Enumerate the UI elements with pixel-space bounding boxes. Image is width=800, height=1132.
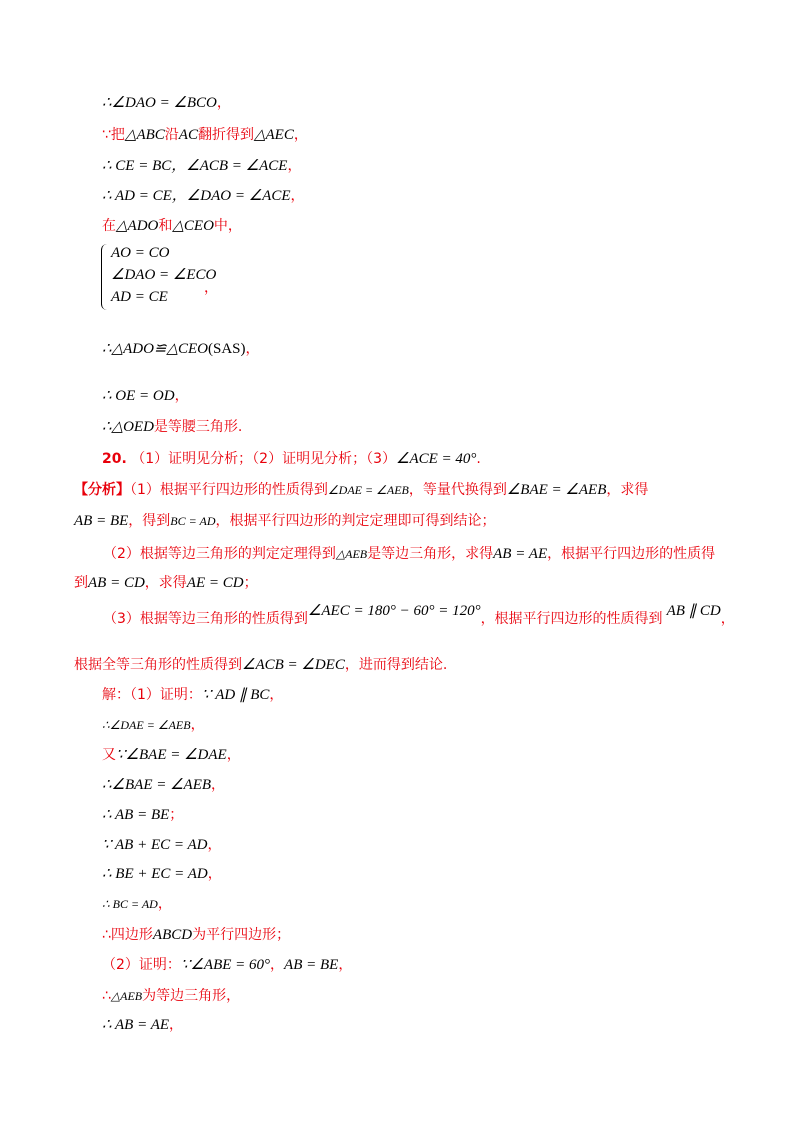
text: 解：（1）证明： [102,687,202,703]
solution-line-1 [102,685,283,705]
text: ，等量代换得到 [408,482,507,498]
text: 又 [102,747,116,763]
equation-system-brace [101,244,108,310]
line-6 [102,339,260,359]
analysis-line-4 [74,573,258,593]
text: 翻折得到 [197,127,254,143]
text: . [476,451,481,467]
solution-line-10 [102,955,352,975]
text: ，根据平行四边形的性质得 [547,546,716,562]
math: AC [178,127,198,143]
text: ， [169,1017,184,1033]
math: △AEB [335,547,368,561]
text: ， [211,777,226,793]
text: ， [216,95,231,111]
text: ，进而得到结论. [344,657,448,673]
math: ABCD [152,927,193,943]
text: ，得到 [128,513,171,529]
math: ∴ OE = OD [102,388,175,404]
solution-line-6 [102,835,221,855]
text: 在 [102,218,116,234]
text: ，求得 [606,482,649,498]
math: (SAS) [208,341,246,357]
math: ∴∠DAO = ∠BCO [102,95,217,111]
line-3 [102,156,301,176]
text: ， [157,896,172,912]
text: 为等边三角形， [142,988,241,1004]
solution-line-12 [102,1015,183,1035]
solution-line-7 [102,864,222,884]
math: ∴∠BAE = ∠AEB [102,777,212,793]
analysis-tag: 【分析】 [74,482,130,498]
text: 沿 [164,127,179,143]
line-5 [102,216,242,236]
text: ， [207,866,222,882]
text: ， [293,127,308,143]
math: ∠BAE = ∠AEB [506,482,607,498]
math: AB = CD [88,575,145,591]
math: AB = AE [493,546,548,562]
math: ∴ AB = AE [102,1017,170,1033]
line-8 [102,417,242,437]
text: 为平行四边形； [192,927,291,943]
text: ； [243,575,258,591]
math: ∴ BE + EC = AD [102,866,208,882]
math: ∴ AB = BE [102,807,170,823]
math: ∠ACB = ∠DEC [242,657,345,673]
analysis-line-3 [103,544,715,564]
text: ， [290,188,305,204]
text: ， [287,158,302,174]
math: BC = AD [170,514,216,528]
math: ∵∠BAE = ∠DAE [116,747,227,763]
system-tail: ， [204,280,218,296]
text: ，根据平行四边形的判定定理即可得到结论； [215,513,496,529]
math: ∵ AB + EC = AD [102,837,208,853]
math: ∠ACE = 40° [396,451,477,467]
text: ； [169,807,184,823]
math: ∴△ADO≌△CEO [102,341,209,357]
analysis-line-2 [74,511,496,531]
math: AB ∥ CD [666,603,721,619]
math: ∠AEC = 180° − 60° = 120° [307,603,481,619]
math: △AEB [110,989,143,1003]
text: ， [269,687,284,703]
text: （1）证明见分析；（2）证明见分析；（3） [131,451,396,467]
solution-line-11 [102,986,240,1006]
text: ， [270,957,285,973]
line-1 [102,93,231,113]
line-4 [102,186,304,206]
text: ， [245,341,260,357]
solution-line-2 [102,715,205,735]
text: （2）证明： [102,957,181,973]
text: ， [338,957,353,973]
math: △ADO [116,218,159,234]
math: AB = BE [74,513,129,529]
analysis-line-6 [74,655,447,675]
text: ， [174,388,189,404]
math: ∴ CE = BC，∠ACB = ∠ACE [102,158,288,174]
solution-line-5 [102,805,183,825]
math: △CEO [172,218,214,234]
text: 中， [213,218,242,234]
system-equation-1: AO = CO [111,245,170,261]
text: ∵把 [102,127,125,143]
text: ， [720,611,735,627]
line-2 [102,125,308,145]
math: △AEC [253,127,294,143]
text: 是等腰三角形. [153,419,243,435]
system-equation-2: ∠DAO = ∠ECO [111,267,217,283]
math: ∴∠DAE = ∠AEB [102,718,191,732]
system-equation-3: AD = CE [111,289,168,305]
solution-line-4 [102,775,225,795]
math: ∠DAE = ∠AEB [327,483,409,497]
question-20-answer [102,449,481,469]
text: ∴四边形 [102,927,153,943]
solution-line-9 [102,925,290,945]
math: AB = BE [284,957,339,973]
text: ，根据平行四边形的性质得到 [480,611,663,627]
text: 到 [74,575,88,591]
text: ，求得 [144,575,187,591]
math: ∵∠ABE = 60° [180,957,271,973]
text: ， [207,837,222,853]
analysis-line-1 [74,480,648,500]
text: ∴ [102,988,111,1004]
line-7 [102,386,189,406]
text: 根据全等三角形的性质得到 [74,657,242,673]
question-number: 20. [102,451,127,467]
solution-line-8 [102,894,172,914]
text: （2）根据等边三角形的判定定理得到 [103,546,336,562]
text: 和 [158,218,173,234]
math: ∴ AD = CE，∠DAO = ∠ACE [102,188,291,204]
text: ， [226,747,241,763]
math: △ABC [124,127,165,143]
solution-line-3 [102,745,241,765]
text: ， [190,717,205,733]
analysis-line-5 [103,603,735,629]
math: ∴△OED [102,419,154,435]
math: AE = CD [186,575,244,591]
text: 是等边三角形，求得 [367,546,494,562]
text: （3）根据等边三角形的性质得到 [103,611,308,627]
math: ∴ BC = AD [102,897,158,911]
text: （1）根据平行四边形的性质得到 [130,482,328,498]
math: ∵ AD ∥ BC [201,687,270,703]
